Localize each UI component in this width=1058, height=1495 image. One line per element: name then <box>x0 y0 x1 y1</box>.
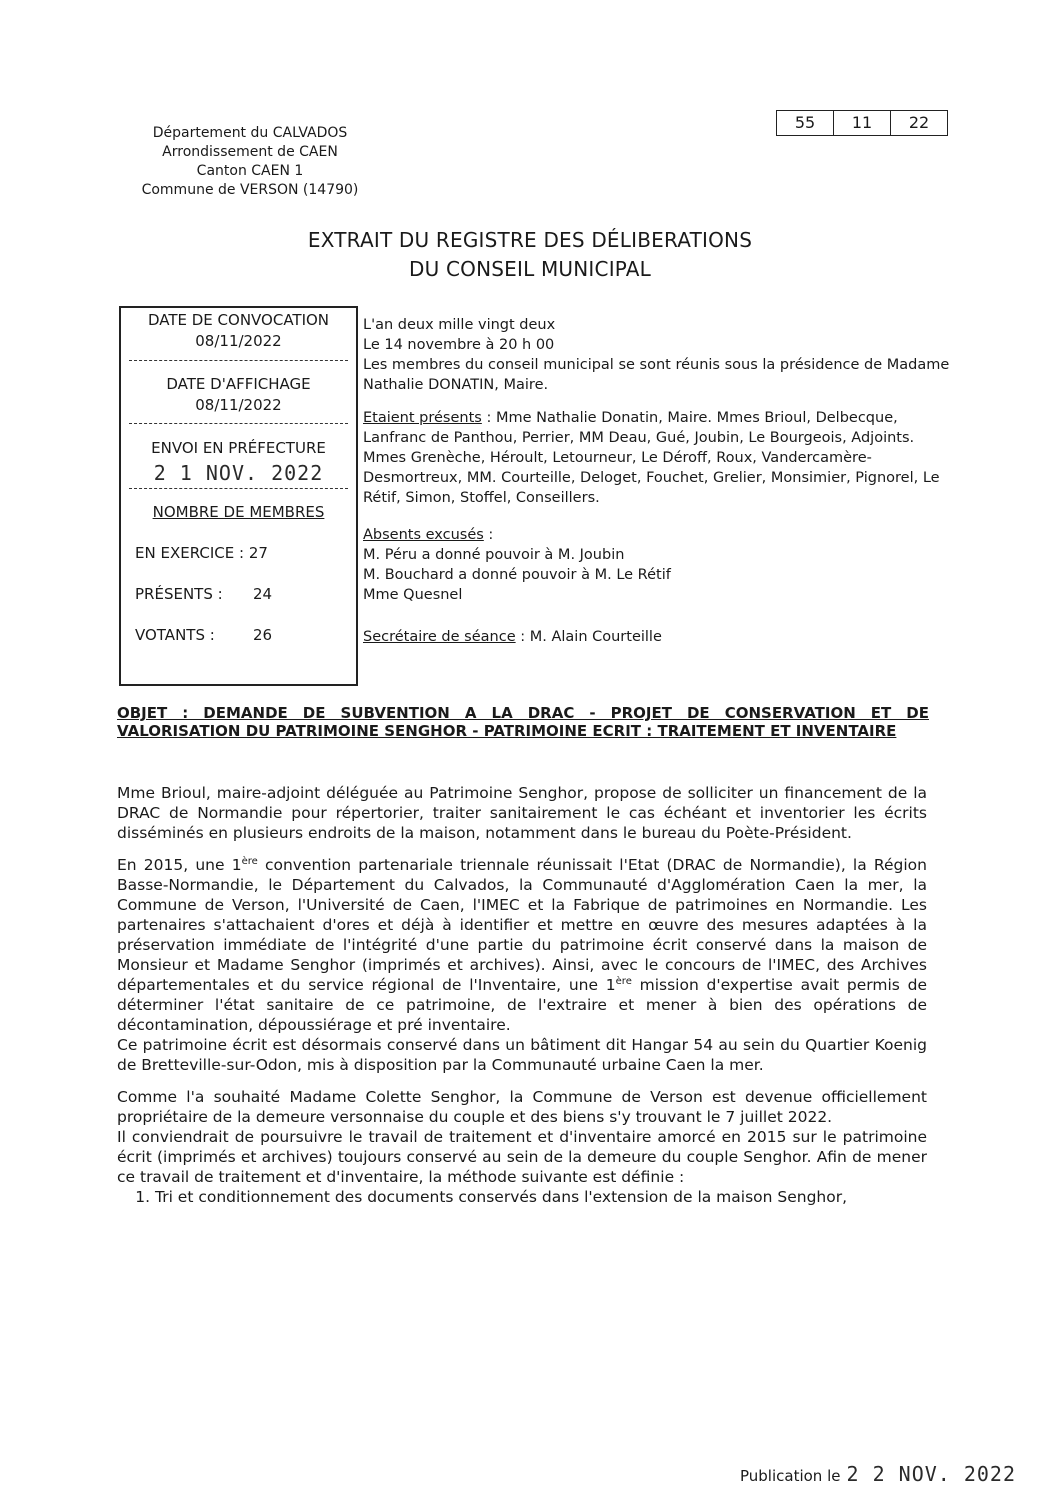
meeting-info <box>363 315 953 647</box>
votants-label: VOTANTS : <box>135 626 215 644</box>
paragraph-3: Ce patrimoine écrit est désormais conservé dans un bâtiment dit Hangar 54 au sein du Quartier Koenig de Bretteville-sur-Odon, mis à disposition par la Communauté urbaine Caen la mer. <box>117 1036 927 1074</box>
convocation-date: 08/11/2022 <box>195 332 282 350</box>
date-line-2: Le 14 novembre à 20 h 00 <box>363 337 555 353</box>
exercice-row <box>135 544 268 562</box>
affichage-section <box>121 374 356 416</box>
reference-part-1: 55 <box>794 113 816 132</box>
objet-heading <box>117 704 929 740</box>
paragraph-2-part-c: mission d'expertise avait permis de déterminer l'état sanitaire de ce patrimoine, de l'extraire et mener à bien des opérations de décontamination, dépoussiérage et pré inventaire. <box>117 976 927 1034</box>
header-commune: Commune de VERSON (14790) <box>141 182 359 198</box>
header-arrondissement: Arrondissement de CAEN <box>162 144 338 160</box>
paragraph-2-part-b: convention partenariale triennale réunissait l'Etat (DRAC de Normandie), la Région Basse-Normandie, le Département du Calvados, la Communauté d'Agglomération Caen la mer, la Commune de Verson, l'Université de Caen, l'IMEC et la Fabrique de patrimoines en Normandie. Les partenaires s'attachaient d'ores et déjà à identifier et mettre en œuvre des mesures adaptées à la préservation immédiate de l'intégrité d'une partie du patrimoine écrit conservé dans la maison de Monsieur et Madame Senghor (imprimés et archives). Ainsi, avec le concours de l'IMEC, des Archives départementales et du service régional de l'Inventaire, une 1 <box>117 856 927 994</box>
reference-number-box <box>776 110 948 136</box>
meeting-details-box <box>119 306 358 686</box>
paragraph-1: Mme Brioul, maire-adjoint déléguée au Patrimoine Senghor, propose de solliciter un financement de la DRAC de Normandie pour répertorier, traiter sanitairement le cas échéant et inventorier les écrits disséminés en plusieurs endroits de la maison, notamment dans le bureau du Poète-Président. <box>117 784 927 842</box>
method-list <box>117 1187 927 1207</box>
membres-section <box>121 502 356 523</box>
presents-heading: Etaient présents <box>363 410 482 426</box>
divider <box>129 360 348 361</box>
paragraph-2-part-a: En 2015, une 1 <box>117 856 242 874</box>
absents-colon: : <box>483 527 494 543</box>
paragraph-2-sup-2: ère <box>615 975 632 987</box>
votants-row <box>135 626 272 644</box>
secretaire-heading: Secrétaire de séance <box>363 629 516 645</box>
presidence-text: Les membres du conseil municipal se sont réunis sous la présidence de Madame Nathalie DONATIN, Maire. <box>363 357 950 393</box>
convocation-label: DATE DE CONVOCATION <box>147 311 330 329</box>
presents-label: PRÉSENTS : <box>135 585 223 603</box>
header-departement: Département du CALVADOS <box>152 125 348 141</box>
presents-row <box>135 585 272 603</box>
publication-label: Publication le <box>740 1467 841 1485</box>
prefecture-section <box>121 438 356 484</box>
reference-part-2: 11 <box>833 111 890 135</box>
affichage-label: DATE D'AFFICHAGE <box>166 375 311 393</box>
document-title <box>150 226 910 284</box>
exercice-label: EN EXERCICE : <box>135 544 245 562</box>
presents-value: 24 <box>253 585 273 603</box>
affichage-date: 08/11/2022 <box>195 396 282 414</box>
divider <box>129 423 348 424</box>
presents-list: : Mme Nathalie Donatin, Maire. Mmes Brioul, Delbecque, Lanfranc de Panthou, Perrier, MM Deau, Gué, Joubin, Le Bourgeois, Adjoints. Mmes Grenèche, Héroult, Letourneur, Le Déroff, Roux, Vandercamère-Desmortreux, MM. Courteille, Deloget, Fouchet, Grelier, Monsimier, Pignorel, Le Rétif, Simon, Stoffel, Conseillers. <box>363 410 940 506</box>
absent-3: Mme Quesnel <box>363 587 463 603</box>
presents-paragraph <box>363 408 953 508</box>
paragraph-2 <box>117 855 927 1035</box>
reference-part-3: 22 <box>890 111 947 135</box>
paragraph-2-sup: ère <box>241 855 258 867</box>
exercice-value: 27 <box>248 544 268 562</box>
objet-text: OBJET : DEMANDE DE SUBVENTION A LA DRAC - PROJET DE CONSERVATION ET DE VALORISATION DU PATRIMOINE SENGHOR - PATRIMOINE ECRIT : TRAITEMENT ET INVENTAIRE <box>117 704 929 740</box>
list-item: 1. Tri et conditionnement des documents conservés dans l'extension de la maison Senghor, <box>155 1187 927 1207</box>
divider <box>129 488 348 489</box>
absents-heading-line <box>363 525 953 545</box>
convocation-section <box>121 310 356 352</box>
date-line-1: L'an deux mille vingt deux <box>363 317 556 333</box>
paragraph-4: Comme l'a souhaité Madame Colette Senghor, la Commune de Verson est devenue officiellement propriétaire de la demeure versonnaise du couple et des biens s'y trouvant le 7 juillet 2022. <box>117 1088 927 1126</box>
paragraph-5: Il conviendrait de poursuivre le travail de traitement et d'inventaire amorcé en 2015 sur le patrimoine écrit (imprimés et archives) toujours conservé au sein de la demeure du couple Senghor. Afin de mener ce travail de traitement et d'inventaire, la méthode suivante est définie : <box>117 1128 927 1186</box>
prefecture-label: ENVOI EN PRÉFECTURE <box>151 439 326 457</box>
prefecture-stamp-date: 2 1 NOV. 2022 <box>153 461 324 485</box>
publication-stamp-date: 2 2 NOV. 2022 <box>846 1462 1017 1486</box>
secretaire-name: : M. Alain Courteille <box>515 629 662 645</box>
absents-heading: Absents excusés <box>363 527 484 543</box>
header-canton: Canton CAEN 1 <box>196 163 304 179</box>
absent-1: M. Péru a donné pouvoir à M. Joubin <box>363 547 625 563</box>
votants-value: 26 <box>253 626 273 644</box>
administrative-header <box>120 124 380 200</box>
secretaire-line <box>363 627 953 647</box>
title-line-1: EXTRAIT DU REGISTRE DES DÉLIBERATIONS <box>307 228 753 252</box>
deliberation-body <box>117 783 927 1207</box>
membres-label: NOMBRE DE MEMBRES <box>152 503 325 521</box>
title-line-2: DU CONSEIL MUNICIPAL <box>408 257 652 281</box>
publication-footer <box>740 1462 1016 1486</box>
absent-2: M. Bouchard a donné pouvoir à M. Le Rétif <box>363 567 671 583</box>
